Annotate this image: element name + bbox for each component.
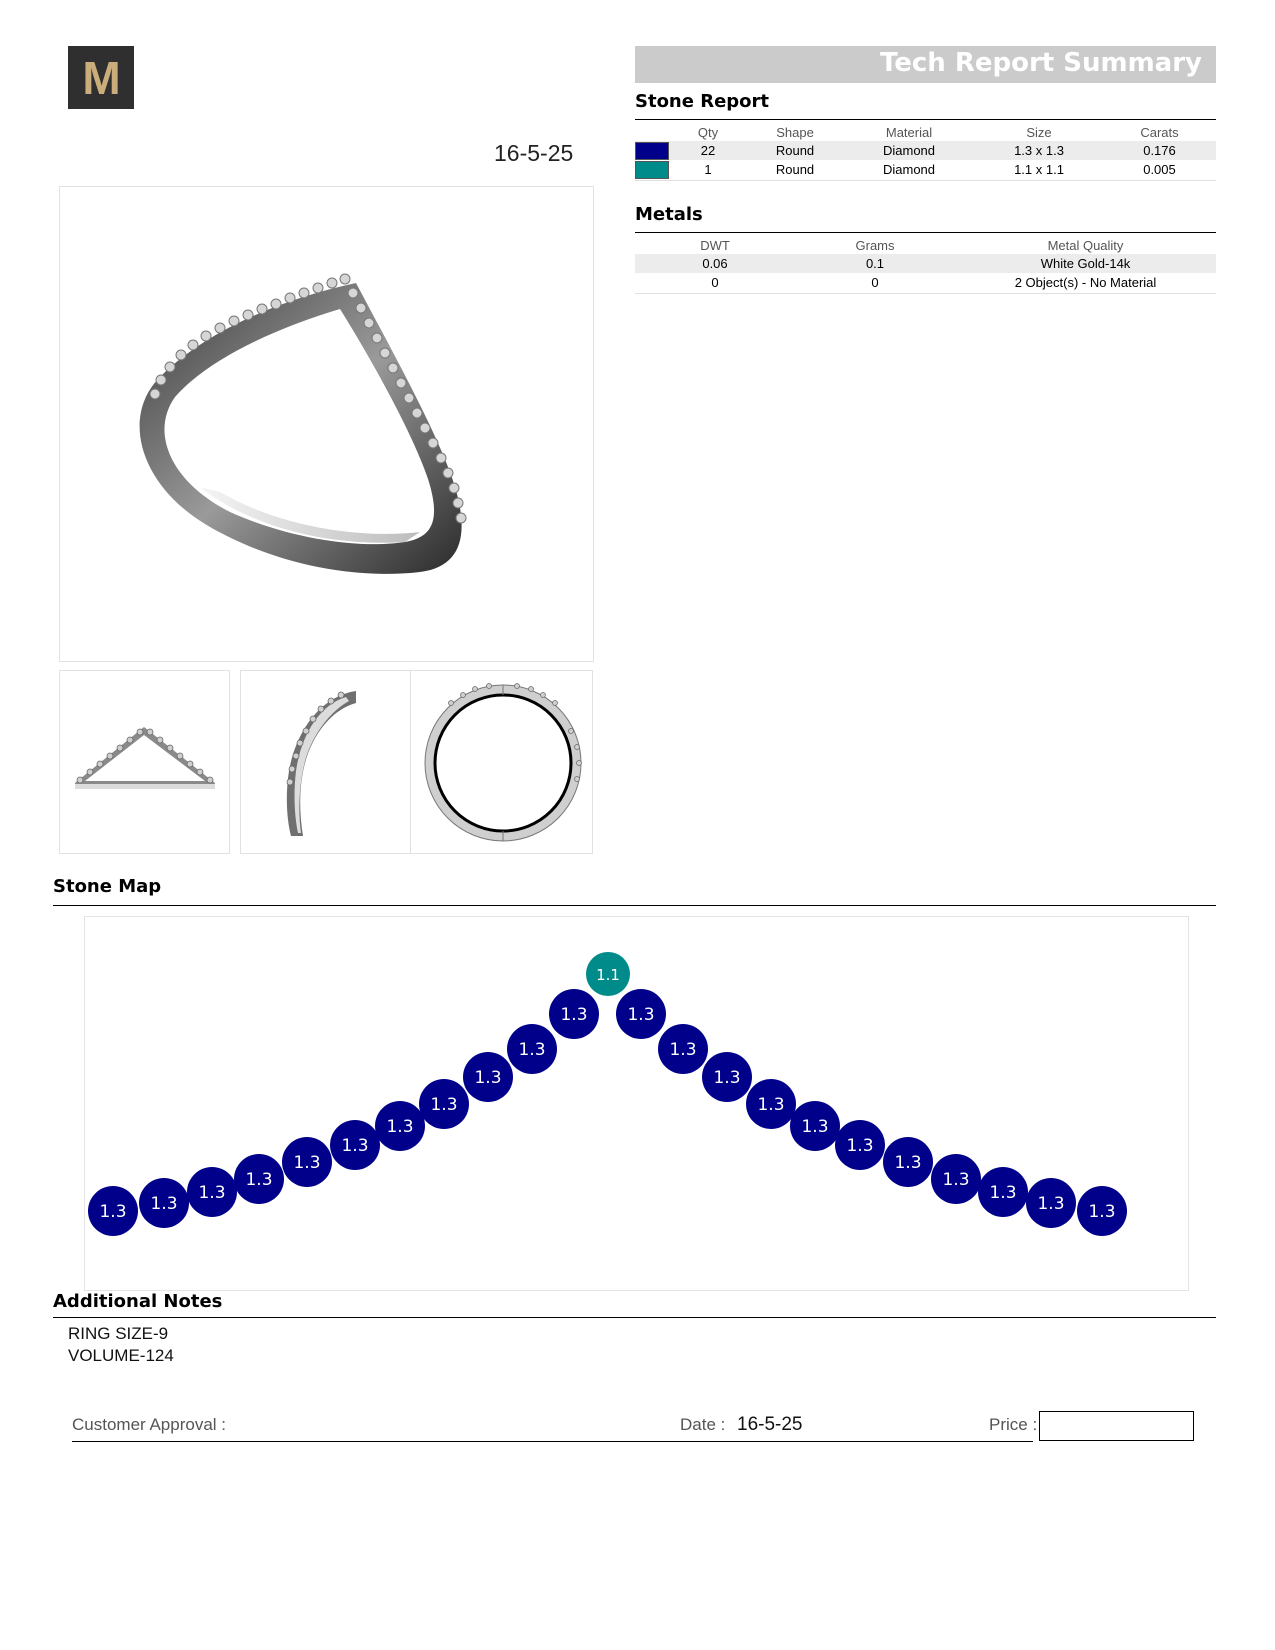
- stone-marker: [375, 1101, 425, 1151]
- stone-size-label: 1.3: [846, 1136, 874, 1156]
- metal-quality-cell: White Gold-14k: [955, 254, 1216, 273]
- stone-marker: [419, 1079, 469, 1129]
- material-column-header: Material: [885, 124, 933, 140]
- stone-marker: [978, 1167, 1028, 1217]
- stone-report-heading: Stone Report: [635, 91, 770, 112]
- carats-cell: 0.176: [1103, 141, 1216, 160]
- ring-front-view: [59, 670, 230, 854]
- stone-size-label: 1.3: [1037, 1194, 1065, 1214]
- ring-side-view: [240, 670, 411, 854]
- shape-cell: Round: [775, 162, 815, 177]
- stone-report-rule: [635, 119, 1216, 120]
- stone-marker: [931, 1154, 981, 1204]
- price-field[interactable]: [1039, 1411, 1194, 1441]
- table-row: [635, 160, 1216, 179]
- ring-side-image: [241, 671, 410, 853]
- stone-size-label: 1.3: [430, 1095, 458, 1115]
- dwt-cell: 0.06: [635, 254, 795, 273]
- shape-cell: Round: [747, 141, 843, 160]
- stone-size-label: 1.3: [560, 1005, 588, 1025]
- stone-marker: [282, 1137, 332, 1187]
- stone-marker: [586, 952, 630, 996]
- additional-notes-rule: [53, 1317, 1216, 1318]
- stone-size-label: 1.3: [627, 1005, 655, 1025]
- grams-cell: 0: [871, 275, 879, 290]
- table-row: [635, 273, 1216, 292]
- carats-column-header: Carats: [1140, 124, 1179, 140]
- stone-size-label: 1.3: [942, 1170, 970, 1190]
- approval-signature-line: [72, 1441, 1033, 1442]
- report-title: Tech Report Summary: [879, 48, 1202, 78]
- stone-size-label: 1.3: [669, 1040, 697, 1060]
- stone-report-bottom-rule: [635, 180, 1216, 181]
- dwt-cell: 0: [711, 275, 719, 290]
- note-line: RING SIZE-9: [68, 1324, 169, 1343]
- qty-cell: 1: [704, 162, 712, 177]
- stone-size-label: 1.3: [245, 1170, 273, 1190]
- stone-marker: [507, 1024, 557, 1074]
- stone-marker: [702, 1052, 752, 1102]
- ring-top-view: [410, 670, 593, 854]
- stone-map-canvas: [85, 917, 1188, 1290]
- metals-bottom-rule: [635, 293, 1216, 294]
- stone-marker: [746, 1079, 796, 1129]
- grams-cell: 0.1: [795, 254, 955, 273]
- stone-size-label: 1.3: [713, 1068, 741, 1088]
- price-label: Price :: [989, 1415, 1038, 1434]
- ring-perspective-view: [59, 186, 594, 662]
- stone-size-label: 1.3: [99, 1202, 127, 1222]
- metals-heading: Metals: [635, 204, 703, 225]
- stone-size-label: 1.3: [341, 1136, 369, 1156]
- grams-column-header: Grams: [855, 237, 895, 253]
- note-line: VOLUME-124: [68, 1346, 174, 1365]
- metals-header-row: [635, 236, 1216, 254]
- stone-marker: [187, 1167, 237, 1217]
- stone-color-swatch: [635, 142, 669, 160]
- report-date: 16-5-25: [494, 140, 574, 166]
- size-column-header: Size: [1026, 124, 1052, 140]
- stone-map-rule: [53, 905, 1216, 906]
- stone-marker: [835, 1120, 885, 1170]
- stone-marker: [790, 1101, 840, 1151]
- stone-size-label: 1.3: [474, 1068, 502, 1088]
- metals-rule: [635, 232, 1216, 233]
- additional-notes-heading: Additional Notes: [53, 1291, 223, 1312]
- table-row: [635, 254, 1216, 273]
- ring-top-image: [411, 671, 592, 853]
- carats-cell: 0.005: [1143, 162, 1176, 177]
- stone-size-label: 1.3: [386, 1117, 414, 1137]
- ring-perspective-image: [60, 187, 593, 661]
- stone-size-label: 1.3: [801, 1117, 829, 1137]
- size-cell: 1.1 x 1.1: [1014, 162, 1064, 177]
- logo-letter: M: [82, 51, 120, 104]
- material-cell: Diamond: [843, 141, 975, 160]
- stone-marker: [549, 989, 599, 1039]
- stone-map-heading: Stone Map: [53, 876, 162, 897]
- company-logo: [68, 46, 134, 109]
- metals-table: [635, 236, 1216, 292]
- stone-marker: [234, 1154, 284, 1204]
- stone-size-label: 1.3: [198, 1183, 226, 1203]
- stone-marker: [883, 1137, 933, 1187]
- stone-marker: [330, 1120, 380, 1170]
- size-cell: 1.3 x 1.3: [975, 141, 1103, 160]
- stone-marker: [616, 989, 666, 1039]
- metal-quality-column-header: Metal Quality: [1047, 237, 1124, 253]
- stone-marker: [1077, 1186, 1127, 1236]
- material-cell: Diamond: [882, 162, 936, 177]
- stone-marker: [1026, 1178, 1076, 1228]
- stone-report-table: [635, 123, 1216, 179]
- customer-approval-label: Customer Approval :: [72, 1415, 227, 1434]
- stone-size-label: 1.3: [518, 1040, 546, 1060]
- stone-marker: [463, 1052, 513, 1102]
- stone-size-label: 1.3: [1088, 1202, 1116, 1222]
- metal-quality-cell: 2 Object(s) - No Material: [1014, 275, 1157, 290]
- stone-size-label: 1.1: [596, 966, 620, 984]
- stone-size-label: 1.3: [150, 1194, 178, 1214]
- table-row: [635, 141, 1216, 160]
- dwt-column-header: DWT: [700, 237, 730, 253]
- ring-front-image: [60, 671, 229, 853]
- stone-size-label: 1.3: [293, 1153, 321, 1173]
- date-label: Date :: [680, 1415, 726, 1434]
- additional-notes-body: [68, 1323, 174, 1367]
- stone-marker: [88, 1186, 138, 1236]
- stone-report-header-row: [635, 123, 1216, 141]
- approval-date-value: 16-5-25: [737, 1414, 803, 1435]
- shape-column-header: Shape: [776, 124, 814, 140]
- title-bar: [635, 46, 1216, 83]
- stone-map-frame: [84, 916, 1189, 1291]
- stone-size-label: 1.3: [757, 1095, 785, 1115]
- stone-marker: [658, 1024, 708, 1074]
- stone-marker: [139, 1178, 189, 1228]
- color-column-header: [635, 123, 669, 141]
- stone-color-swatch: [635, 161, 669, 179]
- stone-size-label: 1.3: [894, 1153, 922, 1173]
- qty-cell: 22: [669, 141, 747, 160]
- stone-size-label: 1.3: [989, 1183, 1017, 1203]
- qty-column-header: Qty: [697, 124, 719, 140]
